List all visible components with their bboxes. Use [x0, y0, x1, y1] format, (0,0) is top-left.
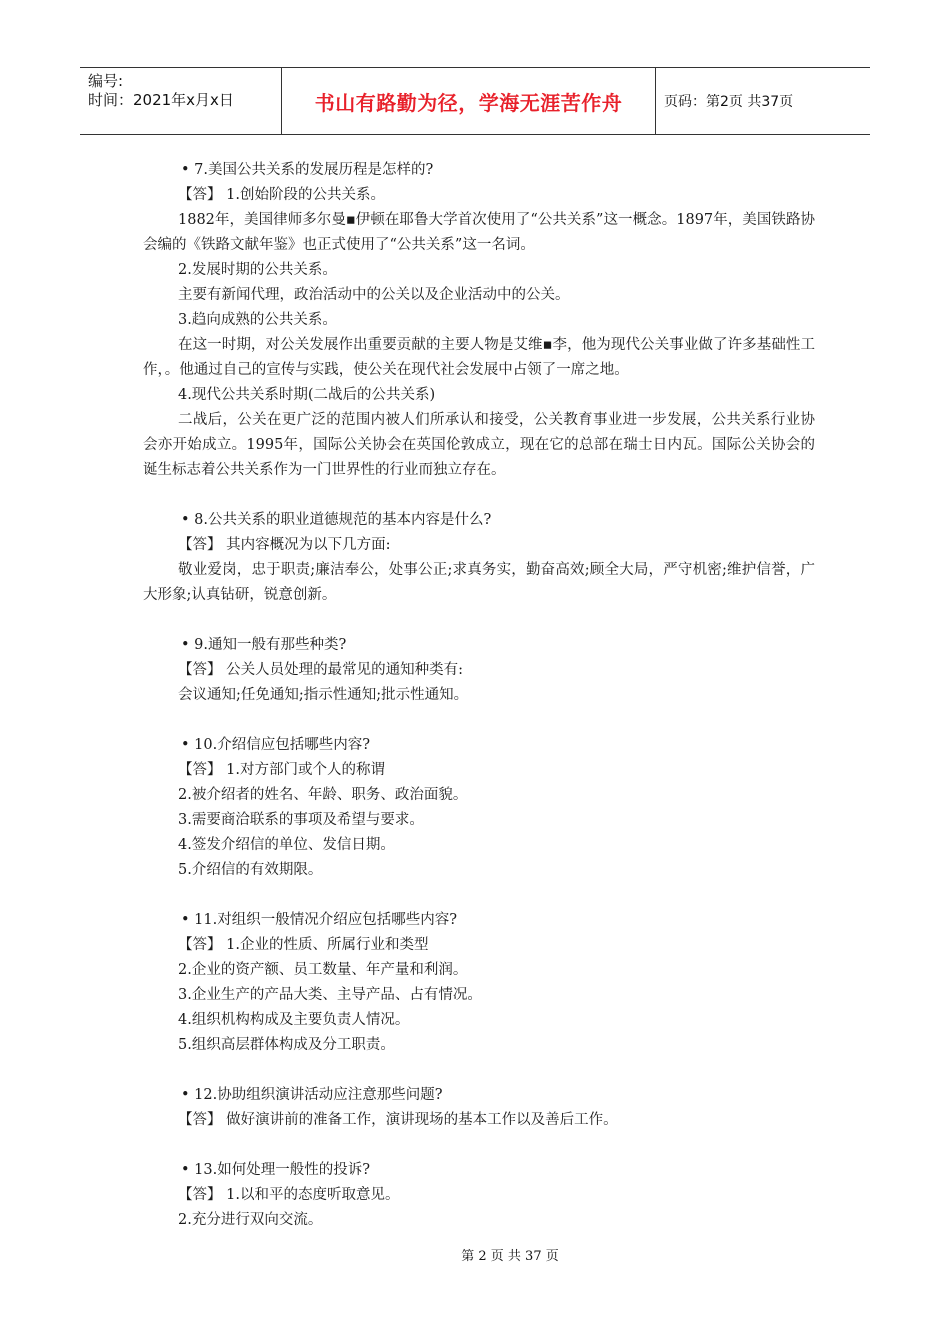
question-title: • 13.如何处理一般性的投诉? — [181, 1162, 370, 1178]
answer-line: 5.介绍信的有效期限。 — [178, 862, 323, 878]
spacer — [143, 1133, 815, 1158]
question-title: • 8.公共关系的职业道德规范的基本内容是什么? — [181, 512, 492, 528]
paragraph: 在这一时期，对公关发展作出重要贡献的主要人物是艾维▪李，他为现代公关事业做了许多基础性工作，。他通过自己的宣传与实践，使公关在现代社会发展中占领了一席之地。 — [143, 337, 815, 378]
header-motto: 书山有路勤为径，学海无涯苦作舟 — [282, 68, 656, 134]
answer-line: 【答】 公关人员处理的最常见的通知种类有: — [178, 662, 463, 678]
question-title: • 9.通知一般有那些种类? — [181, 637, 347, 653]
question-title: • 7.美国公共关系的发展历程是怎样的? — [181, 162, 434, 178]
answer-line: 3.企业生产的产品大类、主导产品、占有情况。 — [178, 987, 482, 1003]
spacer — [143, 883, 815, 908]
paragraph: 敬业爱岗，忠于职责;廉洁奉公，处事公正;求真务实，勤奋高效;顾全大局，严守机密;维护信誉，广大形象;认真钻研，锐意创新。 — [143, 562, 815, 603]
page-header — [80, 67, 870, 135]
answer-line: 【答】 做好演讲前的准备工作，演讲现场的基本工作以及善后工作。 — [178, 1112, 618, 1128]
page-footer: 第 2 页 共 37 页 — [461, 1249, 559, 1264]
paragraph: 1882年，美国律师多尔曼▪伊顿在耶鲁大学首次使用了“公共关系”这一概念。1897年，美国铁路协会编的《铁路文献年鉴》也正式使用了“公共关系”这一名词。 — [143, 212, 815, 253]
answer-line: 主要有新闻代理，政治活动中的公关以及企业活动中的公关。 — [178, 287, 570, 303]
answer-line: 【答】 1.企业的性质、所属行业和类型 — [178, 937, 429, 953]
answer-line: 4.现代公共关系时期(二战后的公共关系) — [178, 387, 436, 403]
question-title: • 12.协助组织演讲活动应注意那些问题? — [181, 1087, 443, 1103]
answer-line: 【答】 1.创始阶段的公共关系。 — [178, 187, 385, 203]
answer-line: 2.充分进行双向交流。 — [178, 1212, 323, 1228]
document-body — [143, 158, 815, 1233]
question-title: • 11.对组织一般情况介绍应包括哪些内容? — [181, 912, 457, 928]
answer-line: 2.企业的资产额、员工数量、年产量和利润。 — [178, 962, 468, 978]
spacer — [143, 708, 815, 733]
spacer — [143, 483, 815, 508]
answer-line: 3.需要商洽联系的事项及希望与要求。 — [178, 812, 424, 828]
answer-line: 【答】 其内容概况为以下几方面: — [178, 537, 391, 553]
answer-line: 4.组织机构构成及主要负责人情况。 — [178, 1012, 410, 1028]
spacer — [143, 1058, 815, 1083]
answer-line: 【答】 1.以和平的态度听取意见。 — [178, 1187, 400, 1203]
document-number-label: 编号: — [88, 72, 124, 90]
header-meta — [80, 68, 282, 134]
answer-line: 会议通知;任免通知;指示性通知;批示性通知。 — [178, 687, 469, 703]
answer-line: 2.发展时期的公共关系。 — [178, 262, 337, 278]
document-time-label: 时间：2021年x月x日 — [88, 91, 234, 109]
answer-line: 2.被介绍者的姓名、年龄、职务、政治面貌。 — [178, 787, 468, 803]
header-page-info: 页码：第2页 共37页 — [664, 94, 794, 110]
answer-line: 4.签发介绍信的单位、发信日期。 — [178, 837, 395, 853]
paragraph: 二战后，公关在更广泛的范围内被人们所承认和接受，公关教育事业进一步发展，公共关系行业协会亦开始成立。1995年，国际公关协会在英国伦敦成立，现在它的总部在瑞士日内瓦。国际公关协会的诞生标志着公共关系作为一门世界性的行业而独立存在。 — [143, 412, 815, 478]
answer-line: 5.组织高层群体构成及分工职责。 — [178, 1037, 395, 1053]
spacer — [143, 608, 815, 633]
answer-line: 3.趋向成熟的公共关系。 — [178, 312, 337, 328]
answer-line: 【答】 1.对方部门或个人的称谓 — [178, 762, 385, 778]
question-title: • 10.介绍信应包括哪些内容? — [181, 737, 370, 753]
